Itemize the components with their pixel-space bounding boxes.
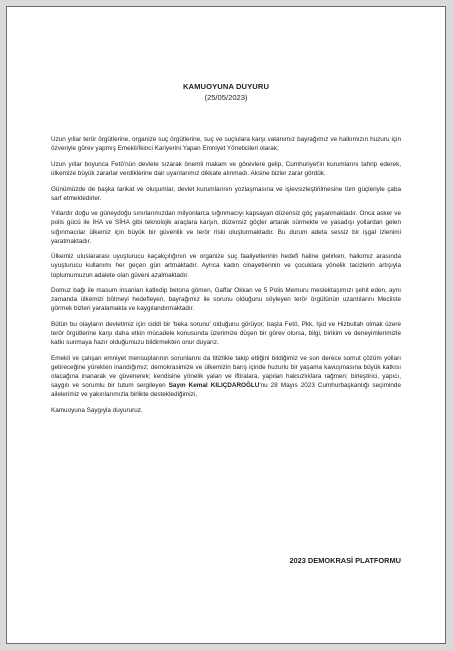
paragraph-3: Günümüzde de başka tarikat ve oluşumlar, devlet kurumlarının yozlaşmasına ve işlevsizleştirilmesine tüm güçleriyle çaba sarf etmektedirler. bbox=[51, 185, 401, 202]
document-title: KAMUOYUNA DUYURU bbox=[182, 82, 270, 91]
paragraph-1: Uzun yıllar terör örgütlerine, organize suç örgütlerine, suç ve suçlulara karşı vatanımız bayrağımız ve halkımızın huzuru için özveriyle görev yapmış Emekli/İkinci Kariyerini Yapan Emniyet Yöneticileri olarak; bbox=[51, 136, 401, 153]
paragraph-2: Uzun yıllar boyunca Fetö'nün devlete sızarak önemli makam ve görevlere gelip, Cumhuriyet'in kurumlarını tahrip ederek, ülkemize büyük zararlar verdiklerine dair uyarılarımız dikkate alınmadı. Aksine bizler zarar gördük. bbox=[51, 160, 401, 177]
candidate-name: Sayın Kemal KILIÇDAROĞLU bbox=[168, 382, 260, 390]
paragraph-7: Bütün bu olayların devletimiz için ciddi bir 'beka sorunu' olduğunu görüyor; başta Fetö, Pkk, Işid ve Hizbullah olmak üzere terör örgütlerine karşı daha etkin mücadele konusunda üzerimize düşen bir görev olursa, bilgi, birikim ve deneyimlerimizle katkı sunmaya hazır olduğumuzu bildirmekten onur duyarız. bbox=[51, 321, 401, 347]
document-page bbox=[6, 6, 446, 644]
paragraph-8 bbox=[51, 354, 401, 399]
document-date: (25/05/2023) bbox=[204, 93, 248, 102]
paragraph-4: Yıllardır doğu ve güneydoğu sınırlarımızdan milyonlarca sığınmacıyı kapsayan düzensiz göç yaşanmaktadır. Onca asker ve polis gücü ile İHA ve SİHA gibi teknolojik araçlara karşın, düzensiz göçler artarak sürmekte ve yasadışı yollardan gelen sığınmacılar ülkemiz için büyük bir güvenlik ve terör riski oluşturmaktadır. Bu durum adeta sessiz bir işgal izlenimi yaratmaktadır. bbox=[51, 210, 401, 245]
paragraph-6: Domuz bağı ile masum insanları katledip betona gömen, Gaffar Okkan ve 5 Polis Memuru meslektaşımızı şehit eden, aynı zamanda ülkemizi bölmeyi hedefleyen, bayrağımız ile sorunu olduğunu söyleyen terör örgütünün uzantılarını Mecliste görmek bizleri yaralamakta ve kaygılandırmaktadır. bbox=[51, 287, 401, 313]
paragraph-8-text: Emekli ve çalışan emniyet mensuplarının sorunlarını da titizlikle takip ettiğini bildiğimiz ve son derece somut çözüm yolları getireceğine yürekten inandığımız; demokrasimize ve ülkemizin barış içinde huzurlu bir yaşama kavuşmasına büyük katkısı olacağına inanarak ve güvenerek; kendisine yönelik yalan ve iftiralara, yapılan haksızlıklara rağmen; birleştirici, yapıcı, saygılı ve sorumlu bir tutum sergileyen bbox=[51, 354, 401, 390]
document-content bbox=[51, 82, 401, 565]
paragraph-5: Ülkemiz uluslararası uyuşturucu kaçakçılığının ve organize suç faaliyetlerinin hedefi haline gelirken, halkımız arasında uyuşturucu kullanımı her geçen gün artmaktadır. Ayrıca kadın cinayetlerinin ve çocuklara yönelik tacizlerin artışıyla toplumumuzun adalete olan güveni azalmaktadır. bbox=[51, 253, 401, 279]
closing-line: Kamuoyuna Saygıyla duyururuz. bbox=[51, 407, 143, 414]
paragraph-8-tail: 'nu 28 Mayıs 2023 Cumhurbaşkanlığı seçiminde ailelerimiz ve yakınlarımızla birlikte desteklediğimizi, bbox=[51, 382, 401, 399]
signature: 2023 DEMOKRASİ PLATFORMU bbox=[289, 556, 401, 565]
